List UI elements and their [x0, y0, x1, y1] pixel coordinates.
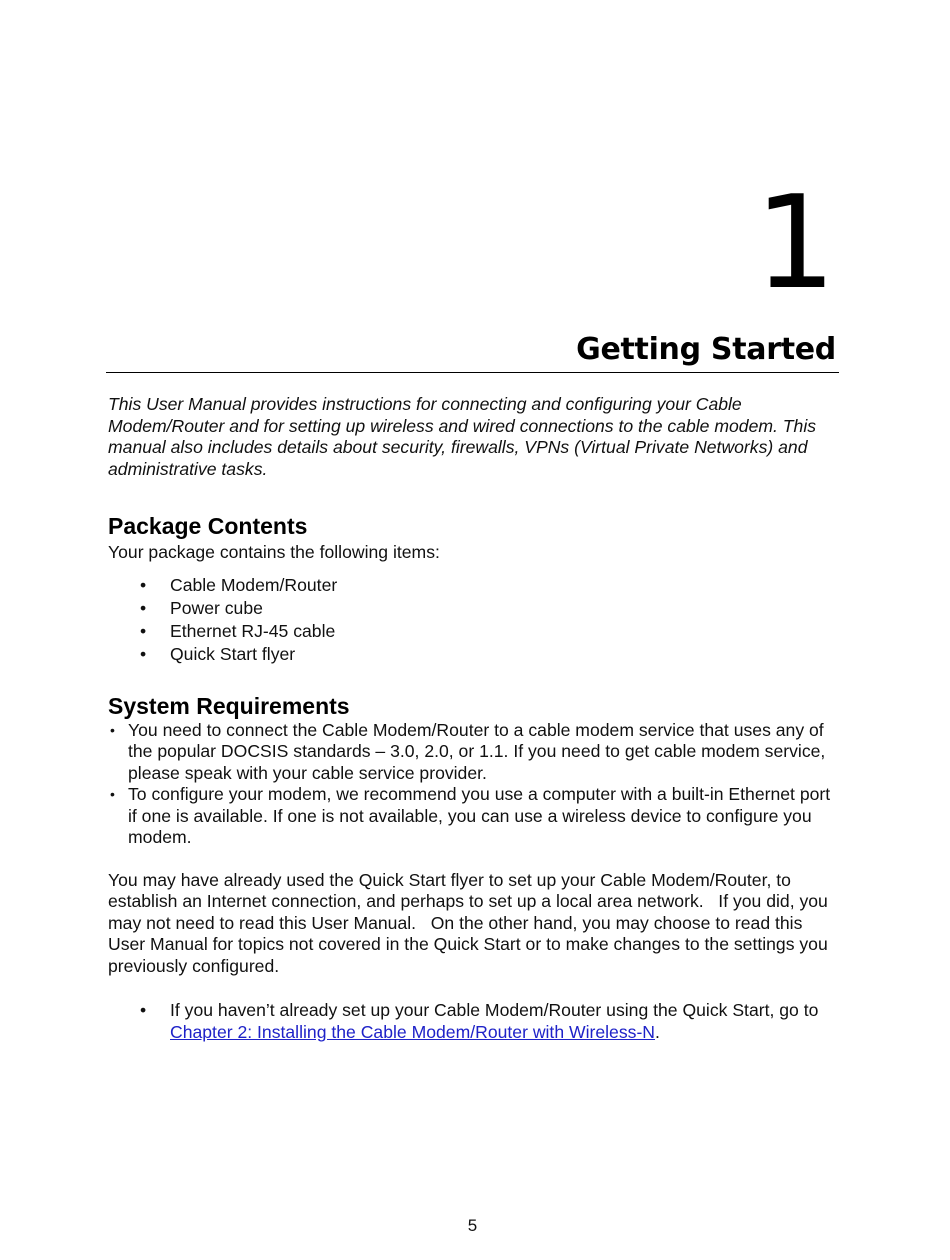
list-item: • Power cube	[108, 597, 843, 620]
list-item	[108, 1000, 843, 1043]
list-item: • Quick Start flyer	[108, 643, 843, 666]
package-contents-list	[108, 574, 843, 666]
goto-text: If you haven’t already set up your Cable Modem/Router using the Quick Start, go to	[170, 1000, 819, 1020]
list-item: • Ethernet RJ-45 cable	[108, 620, 843, 643]
package-contents-heading: Package Contents	[108, 513, 308, 539]
list-item: • To configure your modem, we recommend you use a computer with a built-in Ethernet port if one is available. If one is not available, you can use a wireless device to configure you modem.	[108, 784, 843, 849]
page-content	[108, 394, 843, 1043]
quick-start-paragraph: You may have already used the Quick Start flyer to set up your Cable Modem/Router, to establish an Internet connection, and perhaps to set up a local area network. If you did, you may not need to read this User Manual. On the other hand, you may choose to read this User Manual for topics not covered in the Quick Start or to make changes to the settings you previously configured.	[108, 869, 828, 976]
system-requirements-heading: System Requirements	[108, 692, 350, 719]
intro-paragraph: This User Manual provides instructions for connecting and configuring your Cable Modem/Router and for setting up wireless and wired connections to the cable modem. This manual also includes details about security, firewalls, VPNs (Virtual Private Networks) and administrative tasks.	[108, 394, 817, 479]
title-divider	[106, 372, 839, 373]
list-item: • You need to connect the Cable Modem/Router to a cable modem service that uses any of the popular DOCSIS standards – 3.0, 2.0, or 1.1. If you need to get cable modem service, please speak with your cable service provider.	[108, 720, 843, 785]
package-contents-intro: Your package contains the following items:	[108, 542, 440, 562]
chapter-2-link[interactable]: Chapter 2: Installing the Cable Modem/Router with Wireless-N	[170, 1021, 656, 1042]
list-item: • Cable Modem/Router	[108, 574, 843, 597]
page-number: 5	[467, 1216, 478, 1235]
goto-list	[108, 1000, 843, 1043]
system-requirements-list	[108, 720, 843, 849]
chapter-title: Getting Started	[576, 332, 836, 367]
chapter-number: 1	[754, 169, 836, 318]
goto-text-end: .	[655, 1021, 660, 1042]
